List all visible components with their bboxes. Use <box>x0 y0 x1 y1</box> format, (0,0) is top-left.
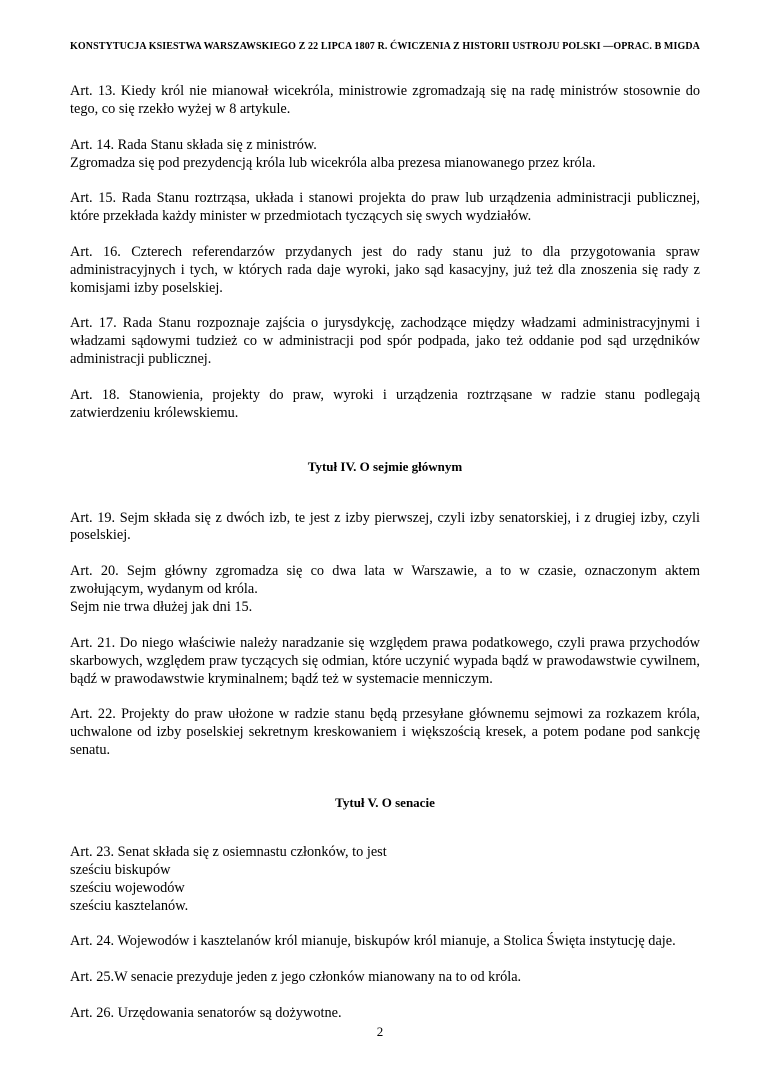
article-26: Art. 26. Urzędowania senatorów są dożywotne. <box>70 1004 342 1021</box>
article-23-item-bishops: sześciu biskupów <box>70 861 171 878</box>
article-18: Art. 18. Stanowienia, projekty do praw, wyroki i urządzenia roztrząsane w radzie stanu podlegają zatwierdzeniu królewskiemu. <box>70 386 700 421</box>
article-20 <box>70 563 700 617</box>
section-heading-title-iv: Tytuł IV. O sejmie głównym <box>307 458 463 474</box>
page-number: 2 <box>376 1024 384 1039</box>
article-23-item-voivodes: sześciu wojewodów <box>70 879 185 896</box>
article-14 <box>70 137 700 173</box>
article-17: Art. 17. Rada Stanu rozpoznaje zajścia o jurysdykcję, zachodzące między władzami administracyjnymi i władzami sądowymi tudzież co w administracji pod spór podpada, jako też oddanie pod sąd urzędników administracji publicznej. <box>70 315 700 368</box>
article-16: Art. 16. Czterech referendarzów przydanych jest do rady stanu już to dla przygotowania spraw administracyjnych i tych, w których rada daje wyroki, jako sąd kasacyjny, już też dla znoszenia się rady z komisjami izby poselskiej. <box>70 243 700 296</box>
section-heading-title-v: Tytuł V. O senacie <box>335 794 435 810</box>
article-24: Art. 24. Wojewodów i kasztelanów król mianuje, biskupów król mianuje, a Stolica Święta instytucję daje. <box>70 933 676 950</box>
article-22: Art. 22. Projekty do praw ułożone w radzie stanu będą przesyłane głównemu sejmowi za rozkazem króla, uchwalone od izby poselskiej sekretnym kreskowaniem i większością kresek, a potem podane pod sankcję senatu. <box>70 706 700 759</box>
article-23-text: Art. 23. Senat składa się z osiemnastu członków, to jest <box>70 843 387 860</box>
article-20-continuation: Sejm nie trwa dłużej jak dni 15. <box>70 599 253 615</box>
article-23 <box>70 844 700 916</box>
article-20-text: Art. 20. Sejm główny zgromadza się co dwa lata w Warszawie, a to w czasie, oznaczonym aktem zwołującym, wydanym od króla. <box>70 563 700 598</box>
article-23-item-castellans: sześciu kasztelanów. <box>70 897 189 914</box>
running-header: KONSTYTUCJA KSIESTWA WARSZAWSKIEGO Z 22 LIPCA 1807 R. ĆWICZENIA Z HISTORII USTROJU POLSKI —OPRAC. B MIGDA <box>70 41 700 52</box>
article-14-continuation: Zgromadza się pod prezydencją króla lub wicekróla alba prezesa mianowanego przez króla. <box>70 154 596 171</box>
article-13: Art. 13. Kiedy król nie mianował wicekróla, ministrowie zgromadzają się na radę ministrów stosownie do tego, co się rzekło wyżej w 8 artykule. <box>70 83 700 117</box>
article-15: Art. 15. Rada Stanu roztrząsa, układa i stanowi projekta do praw lub urządzenia administracji publicznej, które przekłada każdy minister w przedmiotach tyczących się swych wydziałów. <box>70 190 700 225</box>
article-21: Art. 21. Do niego właściwie należy naradzanie się względem prawa podatkowego, czyli prawa przychodów skarbowych, względem praw tyczących się odmian, które uczynić wypada bądź w prawodawstwie cywilnem, bądź w prawodawstwie kryminalnem; bądź też w systemacie menniczym. <box>70 634 700 687</box>
article-25: Art. 25.W senacie prezyduje jeden z jego członków mianowany na to od króla. <box>70 968 522 985</box>
article-14-text: Art. 14. Rada Stanu składa się z ministrów. <box>70 136 317 153</box>
article-19: Art. 19. Sejm składa się z dwóch izb, te jest z izby pierwszej, czyli izby senatorskiej, i z drugiej izby, czyli poselskiej. <box>70 509 700 544</box>
document-body <box>70 83 700 1023</box>
